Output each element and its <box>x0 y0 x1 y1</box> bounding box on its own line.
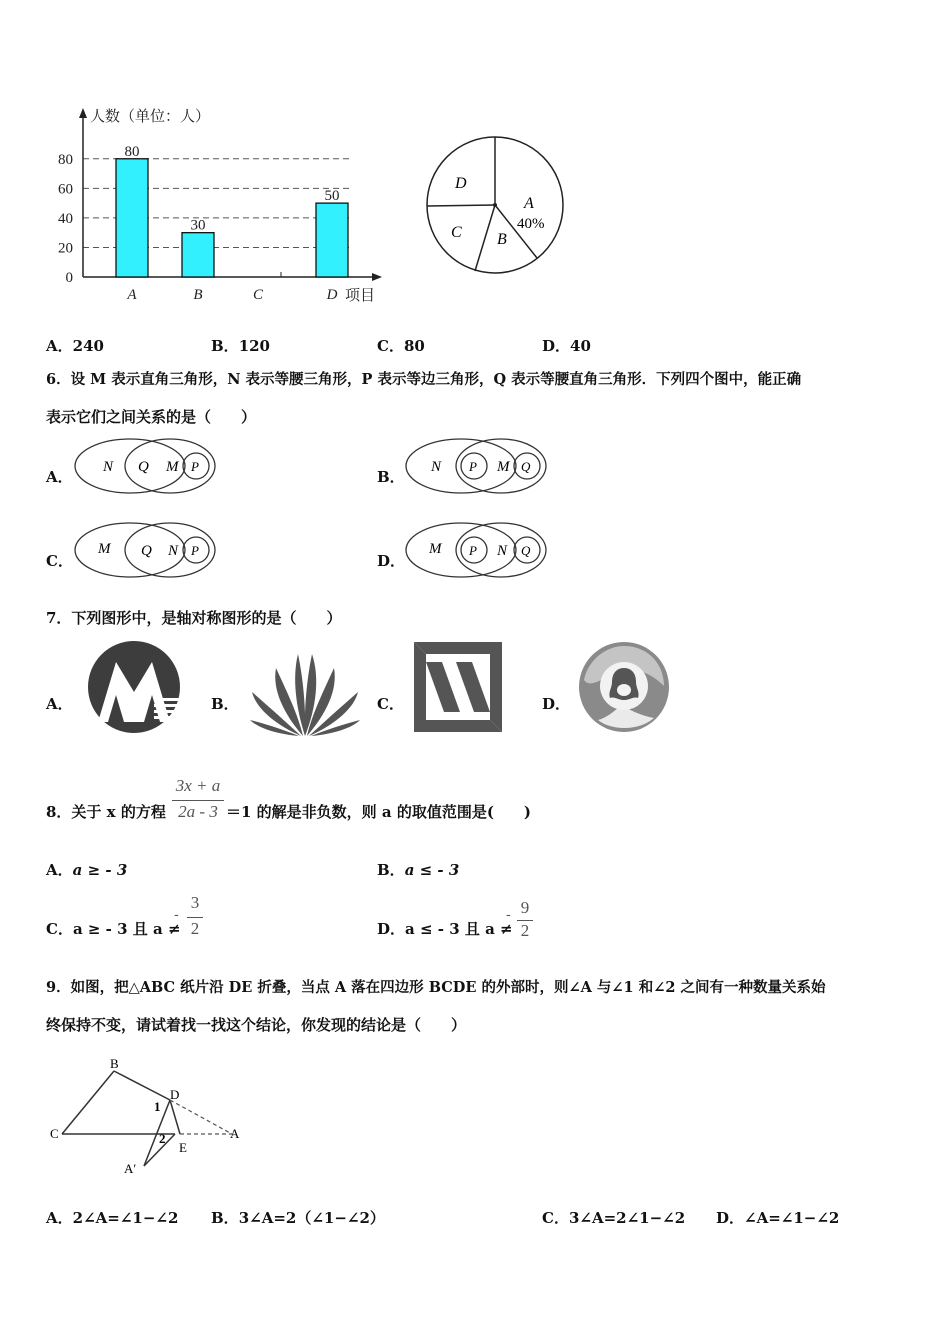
x-tick-label: B <box>193 287 203 303</box>
q9-option-c[interactable]: C．3∠A=2∠1−∠2 <box>542 1209 686 1227</box>
bar-data-label: 80 <box>124 143 140 160</box>
bar-data-label: 30 <box>190 217 206 234</box>
q8-option-b[interactable]: B．a ≤ - 3 <box>377 861 460 879</box>
pie-chart <box>420 130 570 280</box>
svg-text:P: P <box>469 459 477 474</box>
y-axis-label: 人数（单位：人） <box>90 109 211 125</box>
q7-option-b-label[interactable]: B． <box>211 695 239 713</box>
q5-option-a[interactable]: A．240 <box>46 337 104 355</box>
x-axis-arrow <box>372 273 382 281</box>
q7-stem: 7．下列图形中，是轴对称图形的是（ ） <box>46 609 342 627</box>
q8-fraction-numerator: 3x + a <box>175 776 221 795</box>
svg-text:N: N <box>168 543 179 559</box>
x-tick-label: A <box>127 287 137 303</box>
y-axis-arrow <box>79 108 87 118</box>
q6-option-d-label[interactable]: D． <box>377 552 406 570</box>
svg-text:N: N <box>103 459 114 475</box>
venn-c[interactable] <box>70 520 220 582</box>
q8-option-d[interactable]: D．a ≤ - 3 且 a ≠ <box>377 920 513 938</box>
bar <box>116 159 148 277</box>
svg-text:N: N <box>497 543 508 559</box>
q6-option-a-label[interactable]: A． <box>46 468 73 486</box>
q8-option-c-bar <box>187 917 203 918</box>
q9-stem-line2: 终保持不变，请试着找一找这个结论，你发现的结论是（ ） <box>46 1016 467 1034</box>
q8-option-c-den: 2 <box>190 919 200 938</box>
bar <box>182 233 214 277</box>
q9-option-b[interactable]: B．3∠A=2（∠1−∠2） <box>211 1209 385 1227</box>
x-tick-label: D <box>326 287 338 303</box>
svg-text:Q: Q <box>138 459 149 475</box>
y-tick-label: 0 <box>65 270 73 286</box>
svg-text:M: M <box>166 459 179 475</box>
q8-fraction-bar <box>172 800 224 801</box>
svg-text:M: M <box>98 541 111 557</box>
pie-label-b: B <box>497 231 507 248</box>
q8-stem-prefix: 8．关于 x 的方程 <box>46 803 166 821</box>
q7-option-a-label[interactable]: A． <box>46 695 73 713</box>
x-tick-label: C <box>252 287 264 303</box>
china-merchants-bank-logo-icon[interactable] <box>86 640 186 735</box>
q8-option-d-num: 9 <box>520 898 530 917</box>
q6-option-c-label[interactable]: C． <box>46 552 73 570</box>
q8-option-c[interactable]: C．a ≥ - 3 且 a ≠ <box>46 920 181 938</box>
svg-text:P: P <box>191 459 199 474</box>
svg-text:M: M <box>429 541 442 557</box>
pie-divider-c-d <box>427 205 495 206</box>
q8-option-c-num: 3 <box>190 893 200 912</box>
y-tick-label: 80 <box>58 151 73 168</box>
svg-text:A: A <box>230 1126 240 1141</box>
q7-option-c-label[interactable]: C． <box>377 695 404 713</box>
svg-text:E: E <box>179 1140 187 1155</box>
y-tick-label: 20 <box>58 240 73 257</box>
svg-text:1: 1 <box>154 1099 161 1114</box>
q6-stem-line1: 6．设 M 表示直角三角形，N 表示等腰三角形，P 表示等边三角形，Q 表示等腰直角三角形．下列四个图中，能正确 <box>46 371 802 388</box>
svg-text:Q: Q <box>521 459 531 474</box>
svg-text:M: M <box>497 459 510 475</box>
fold-triangle-figure <box>46 1055 256 1180</box>
q9-option-a[interactable]: A．2∠A=∠1−∠2 <box>46 1209 179 1227</box>
svg-text:P: P <box>191 543 199 558</box>
svg-text:Q: Q <box>521 543 531 558</box>
square-z-logo-icon[interactable] <box>412 640 504 734</box>
pie-annotation-a: 40% <box>517 216 545 232</box>
q8-option-d-sign: - <box>506 907 511 923</box>
q6-option-b-label[interactable]: B． <box>377 468 405 486</box>
svg-text:P: P <box>469 543 477 558</box>
q5-option-b[interactable]: B．120 <box>211 337 270 355</box>
svg-text:C: C <box>50 1126 59 1141</box>
q9-stem-line1: 9．如图，把△ABC 纸片沿 DE 折叠，当点 A 落在四边形 BCDE 的外部时，则∠A 与∠1 和∠2 之间有一种数量关系始 <box>46 979 826 996</box>
svg-text:Q: Q <box>141 543 152 559</box>
pie-label-a: A <box>524 195 534 212</box>
y-tick-label: 60 <box>58 181 73 198</box>
q8-option-c-sign: - <box>174 907 179 923</box>
x-axis-label: 项目 <box>345 288 376 304</box>
q8-stem-suffix: ＝1 的解是非负数，则 a 的取值范围是( ) <box>226 803 532 821</box>
q8-fraction-denominator: 2a - 3 <box>178 802 218 821</box>
q5-option-c[interactable]: C．80 <box>377 337 425 355</box>
venn-d[interactable] <box>401 520 551 582</box>
svg-text:D: D <box>170 1087 180 1102</box>
q5-option-d[interactable]: D．40 <box>542 337 591 355</box>
y-tick-label: 40 <box>58 210 73 227</box>
pie-center <box>493 203 497 207</box>
svg-text:2: 2 <box>159 1131 166 1146</box>
q8-option-a[interactable]: A．a ≥ - 3 <box>46 861 128 879</box>
venn-b[interactable] <box>401 436 551 498</box>
edge-cb <box>62 1071 114 1134</box>
svg-text:A′: A′ <box>124 1161 137 1176</box>
bar <box>316 203 348 277</box>
svg-text:N: N <box>431 459 442 475</box>
q6-stem-line2: 表示它们之间关系的是（ ） <box>46 408 257 426</box>
q8-option-d-den: 2 <box>520 921 530 940</box>
q9-option-d[interactable]: D．∠A=∠1−∠2 <box>716 1209 840 1227</box>
pie-label-d: D <box>455 175 467 192</box>
qq-penguin-logo-icon[interactable] <box>578 640 670 734</box>
pie-label-c: C <box>451 224 462 241</box>
huawei-logo-icon[interactable] <box>246 648 364 738</box>
q7-option-d-label[interactable]: D． <box>542 695 571 713</box>
bar-chart <box>40 100 390 310</box>
svg-text:B: B <box>110 1056 119 1071</box>
venn-a[interactable] <box>70 436 220 498</box>
bar-data-label: 50 <box>324 188 340 205</box>
